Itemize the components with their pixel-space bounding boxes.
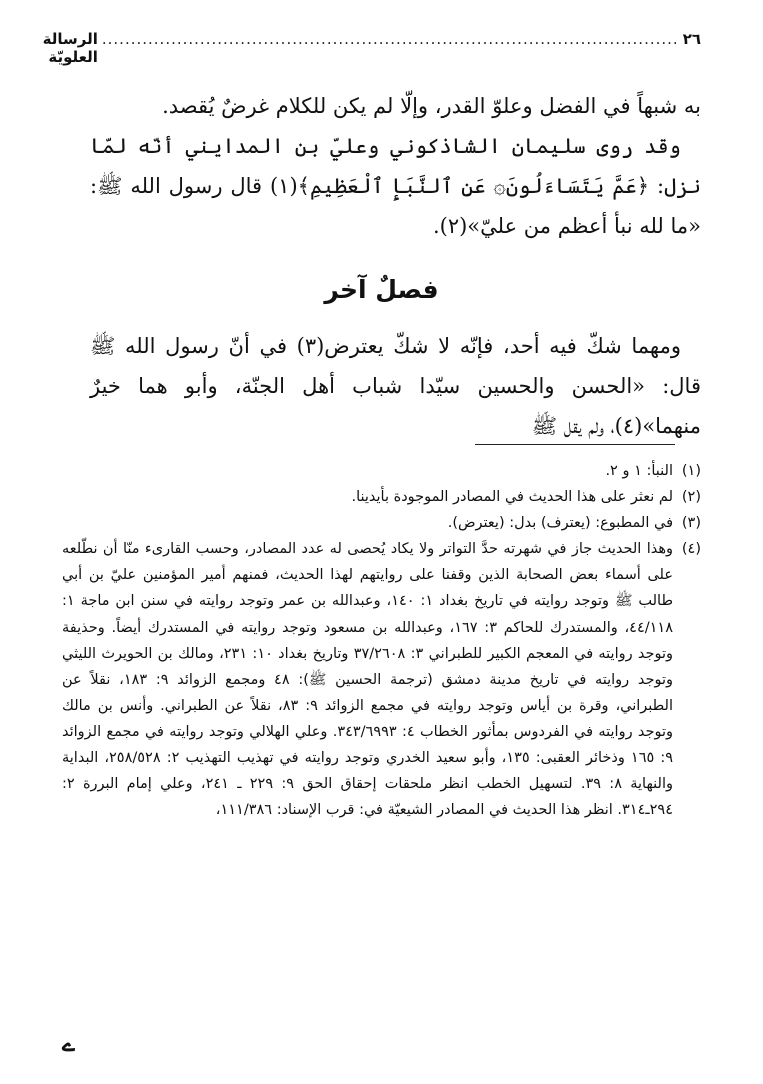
footnotes (62, 458, 701, 823)
footnote-text: في المطبوع: (يعترف) بدل: (يعترض). (447, 515, 673, 532)
page-number: ٢٦ (682, 30, 701, 48)
section-paragraph: ومهما شكّ فيه أحد، فإنّه لا شكّ يعترض(٣) في أنّ رسول الله ﷺ قال: «الحسن والحسين سيّدا شباب أهل الجنّة، وأبو هما خيرٌ منهما»(٤)، ولم يقل ﷺ (90, 334, 701, 438)
footnote-text: لم نعثر على هذا الحديث في المصادر الموجودة بأيدينا. (351, 489, 673, 506)
section-title: فصلٌ آخر (324, 275, 439, 304)
footnote-number: (٤) (681, 541, 701, 558)
footnote-4 (62, 536, 701, 823)
header-leader-dots: .................................................................................................... (101, 30, 679, 48)
footnote-1 (62, 458, 701, 484)
footnote-number: (١) (681, 463, 701, 479)
section-text-block (90, 326, 701, 446)
paragraph-1: به شبهاً في الفضل وعلوّ القدر، وإلّا لم يكن للكلام غرضٌ يُقصد. (162, 94, 701, 118)
paragraph-2: وقد روى سليمان الشاذكوني وعليّ بن المدايني أنّه لمّا نزل: ﴿عَمَّ يَتَسَاءَلُونَ۞ عَنِ ٱلنَّبَإِ ٱلْعَظِيمِ﴾(١) قال رسول الله ﷺ: «ما لله نبأ أعظم من عليّ»(٢). (90, 134, 701, 238)
footnote-2 (62, 484, 701, 510)
footnote-number: (٣) (681, 515, 701, 532)
footnote-text: وهذا الحديث جاز في شهرته حدَّ التواتر ولا يكاد يُحصى له عدد المصادر، وحسب القارىء منّا أن نطّلعه على أسماء بعض الصحابة الذين وقفنا على روايتهم لهذا الحديث، فمنهم أمير المؤمنين عليّ بن أبي طالب ﷺ وتوجد روايته في تاريخ بغداد ١: ١٤٠، وعبدالله بن عمر وتوجد روايته في سنن ابن ماجة ١: ٤٤/١١٨، والمستدرك للحاكم ٣: ١٦٧، وعبدالله بن مسعود وتوجد روايته في المستدرك أيضاً. وحذيفة وتوجد روايته في المعجم الكبير للطبراني ٣: ٣٧/٢٦٠٨ وتاريخ بغداد ١٠: ٢٣١، ومالك بن الحويرث الليثي وتوجد روايته في تاريخ مدينة دمشق (ترجمة الحسين ﷺ): ٤٨ ومجمع الزوائد ٩: ١٨٣، نقلاً عن الطبراني، وقرة بن أياس وتوجد روايته في مجمع الزوائد ٩: ٨٣، نقلاً عن الطبراني. وأنس بن مالك وتوجد روايته في الفردوس بمأثور الخطاب ٤: ٣٤٣/٦٩٩٣. وعلي الهلالي وتوجد روايته في مجمع الزوائد ٩: ١٦٥ وذخائر العقبى: ١٣٥، وأبو سعيد الخدري وتوجد روايته في تهذيب التهذيب ٢: ٢٥٨/٥٢٨، البداية والنهاية ٨: ٣٩. لتسهيل الخطب انظر ملحقات إحقاق الحق ٩: ٢٢٩ ـ ٢٤١، وعلي إمام البررة ٢: ٢٩٤ـ٣١٤. انظر هذا الحديث في المصادر الشيعيّة في: قرب الإسناد: ١١١/٣٨٦، (62, 541, 674, 819)
footnote-number: (٢) (681, 489, 701, 506)
running-header (42, 30, 701, 66)
footnote-separator (475, 444, 675, 445)
footnote-3 (62, 510, 701, 536)
running-title: الرسالة العلويّة (42, 30, 98, 66)
main-text-block (90, 86, 701, 246)
page-turn-mark: ے (62, 1032, 75, 1057)
footnote-text: النبأ: ١ و ٢. (605, 463, 673, 479)
